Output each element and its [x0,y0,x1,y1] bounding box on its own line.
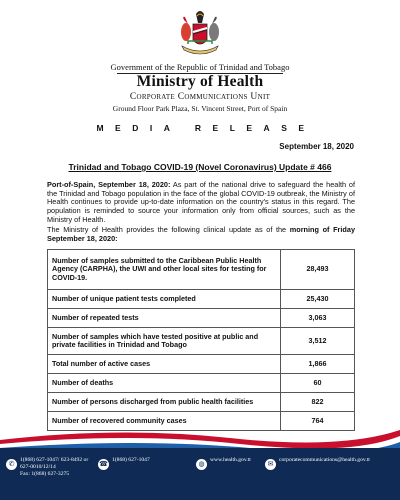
phone-icon: ✆ [6,459,17,470]
email-link[interactable]: corporatecommunications@health.gov.tt [279,457,370,463]
dateline: Port-of-Spain, September 18, 2020: [47,180,171,189]
fax-number: Fax: 1(868) 627-3275 [20,471,70,477]
row-value: 60 [281,374,355,393]
footer-email[interactable] [265,457,370,470]
row-value: 764 [281,412,355,431]
row-label: Number of repeated tests [48,309,281,328]
row-label: Total number of active cases [48,355,281,374]
row-value: 1,866 [281,355,355,374]
alt-phone-number: 1(868) 627-1047 [112,457,150,463]
globe-icon: ◍ [196,459,207,470]
row-label: Number of samples which have tested positive at public and private facilities in Trinidad and Tobago [48,328,281,355]
main-phone-line2: 627-0010/12/14 [20,464,56,470]
clinical-update-table [47,249,355,431]
update-text: The Ministry of Health provides the following clinical update as of the [47,225,290,234]
table-row [48,393,355,412]
intro-text: As part of the national drive to safeguard the health of the Trinidad and Tobago population in the face of the global COVID-19 outbreak, the Ministry of Health continues to provide up-to-date information on the country's status in this regard. The population is reminded to source your information only from official sources, such as the Ministry of Health. [47,180,355,224]
release-title: Trinidad and Tobago COVID-19 (Novel Coronavirus) Update # 466 [68,162,332,172]
table-row [48,355,355,374]
row-value: 28,493 [281,250,355,290]
row-label: Number of recovered community cases [48,412,281,431]
row-label: Number of persons discharged from public health facilities [48,393,281,412]
footer-main-phone [6,457,88,478]
address-line: Ground Floor Park Plaza, St. Vincent Street, Port of Spain [112,104,288,113]
row-value: 3,063 [281,309,355,328]
table-row [48,374,355,393]
table-row [48,309,355,328]
row-value: 3,512 [281,328,355,355]
row-label: Number of samples submitted to the Caribbean Public Health Agency (CARPHA), the UWI and other local sites for testing for COVID-19. [48,250,281,290]
website-link[interactable]: www.health.gov.tt [210,457,251,463]
government-line: Government of the Republic of Trinidad and Tobago [110,62,290,72]
row-label: Number of unique patient tests completed [48,290,281,309]
mail-icon: ✉ [265,459,276,470]
table-row [48,250,355,290]
row-value: 822 [281,393,355,412]
phone-icon: ☎ [99,460,108,468]
footer-alt-phone [98,457,150,470]
table-row [48,328,355,355]
intro-paragraph [47,181,355,225]
row-value: 25,430 [281,290,355,309]
update-date-bold: morning of Friday September 18, 2020: [47,225,356,243]
table-row [48,290,355,309]
release-date: September 18, 2020 [279,142,354,151]
media-release-heading: MEDIA RELEASE [96,123,316,133]
unit-name: Corporate Communications Unit [129,92,271,102]
ministry-name: Ministry of Health [136,73,264,90]
footer-website[interactable] [196,457,251,470]
update-paragraph [47,226,355,243]
coat-of-arms-logo [172,6,228,60]
row-label: Number of deaths [48,374,281,393]
main-phone-line1: 1(868) 627-1047/ 623-8492 or [20,457,89,463]
